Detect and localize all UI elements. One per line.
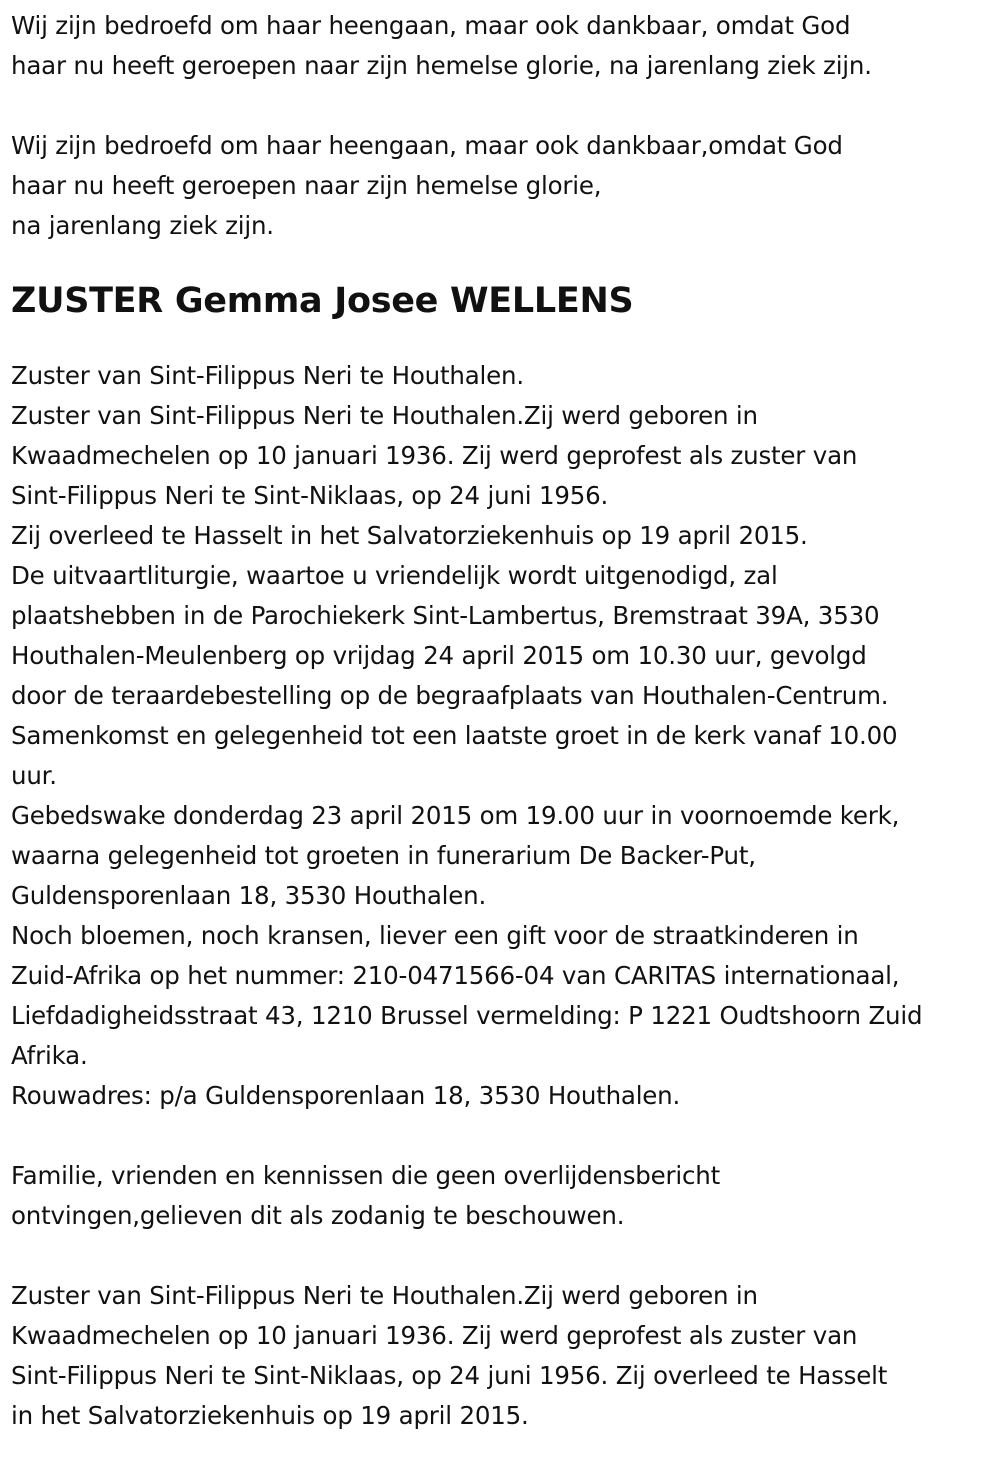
text-line: Liefdadigheidsstraat 43, 1210 Brussel vermelding: P 1221 Oudtshoorn Zuid	[11, 1001, 923, 1030]
paragraph-gap	[11, 1116, 990, 1156]
text-line: haar nu heeft geroepen naar zijn hemelse glorie,	[11, 171, 602, 200]
text-line: Familie, vrienden en kennissen die geen overlijdensbericht	[11, 1161, 720, 1190]
text-line: Zuster van Sint-Filippus Neri te Houthalen.Zij werd geboren in	[11, 1281, 758, 1310]
text-line: Samenkomst en gelegenheid tot een laatste groet in de kerk vanaf 10.00	[11, 721, 898, 750]
text-line: Gebedswake donderdag 23 april 2015 om 19.00 uur in voornoemde kerk,	[11, 801, 900, 830]
text-line: waarna gelegenheid tot groeten in funerarium De Backer-Put,	[11, 841, 756, 870]
text-line: Wij zijn bedroefd om haar heengaan, maar ook dankbaar, omdat God	[11, 11, 851, 40]
paragraph-gap	[11, 1236, 990, 1276]
text-line: Noch bloemen, noch kransen, liever een gift voor de straatkinderen in	[11, 921, 859, 950]
text-line: Guldensporenlaan 18, 3530 Houthalen.	[11, 881, 487, 910]
text-line: Zuster van Sint-Filippus Neri te Houthalen.Zij werd geboren in	[11, 401, 758, 430]
text-line: haar nu heeft geroepen naar zijn hemelse glorie, na jarenlang ziek zijn.	[11, 51, 872, 80]
text-line: ontvingen,gelieven dit als zodanig te beschouwen.	[11, 1201, 625, 1230]
text-line: Rouwadres: p/a Guldensporenlaan 18, 3530 Houthalen.	[11, 1081, 681, 1110]
text-line: Wij zijn bedroefd om haar heengaan, maar ook dankbaar,omdat God	[11, 131, 843, 160]
text-line: Zuid-Afrika op het nummer: 210-0471566-04 van CARITAS internationaal,	[11, 961, 900, 990]
text-line: Zij overleed te Hasselt in het Salvatorziekenhuis op 19 april 2015.	[11, 521, 808, 550]
text-line: Houthalen-Meulenberg op vrijdag 24 april 2015 om 10.30 uur, gevolgd	[11, 641, 867, 670]
text-line: Afrika.	[11, 1041, 88, 1070]
text-line: door de teraardebestelling op de begraafplaats van Houthalen-Centrum.	[11, 681, 889, 710]
paragraph-gap	[11, 86, 990, 126]
text-line: Kwaadmechelen op 10 januari 1936. Zij werd geprofest als zuster van	[11, 441, 858, 470]
text-line: na jarenlang ziek zijn.	[11, 211, 274, 240]
text-line: uur.	[11, 761, 57, 790]
text-line: Sint-Filippus Neri te Sint-Niklaas, op 24 juni 1956. Zij overleed te Hasselt	[11, 1361, 888, 1390]
intro-paragraph-2	[11, 126, 990, 246]
intro-paragraph-1	[11, 6, 990, 86]
text-line: plaatshebben in de Parochiekerk Sint-Lambertus, Bremstraat 39A, 3530	[11, 601, 880, 630]
text-line: in het Salvatorziekenhuis op 19 april 2015.	[11, 1401, 529, 1430]
text-line: Zuster van Sint-Filippus Neri te Houthalen.	[11, 361, 524, 390]
text-line: Sint-Filippus Neri te Sint-Niklaas, op 24 juni 1956.	[11, 481, 609, 510]
family-paragraph	[11, 1156, 990, 1236]
text-line: Kwaadmechelen op 10 januari 1936. Zij werd geprofest als zuster van	[11, 1321, 858, 1350]
closing-paragraph	[11, 1276, 990, 1436]
text-line: De uitvaartliturgie, waartoe u vriendelijk wordt uitgenodigd, zal	[11, 561, 778, 590]
deceased-name-title: ZUSTER Gemma Josee WELLENS	[11, 281, 634, 321]
main-paragraph	[11, 356, 990, 1116]
